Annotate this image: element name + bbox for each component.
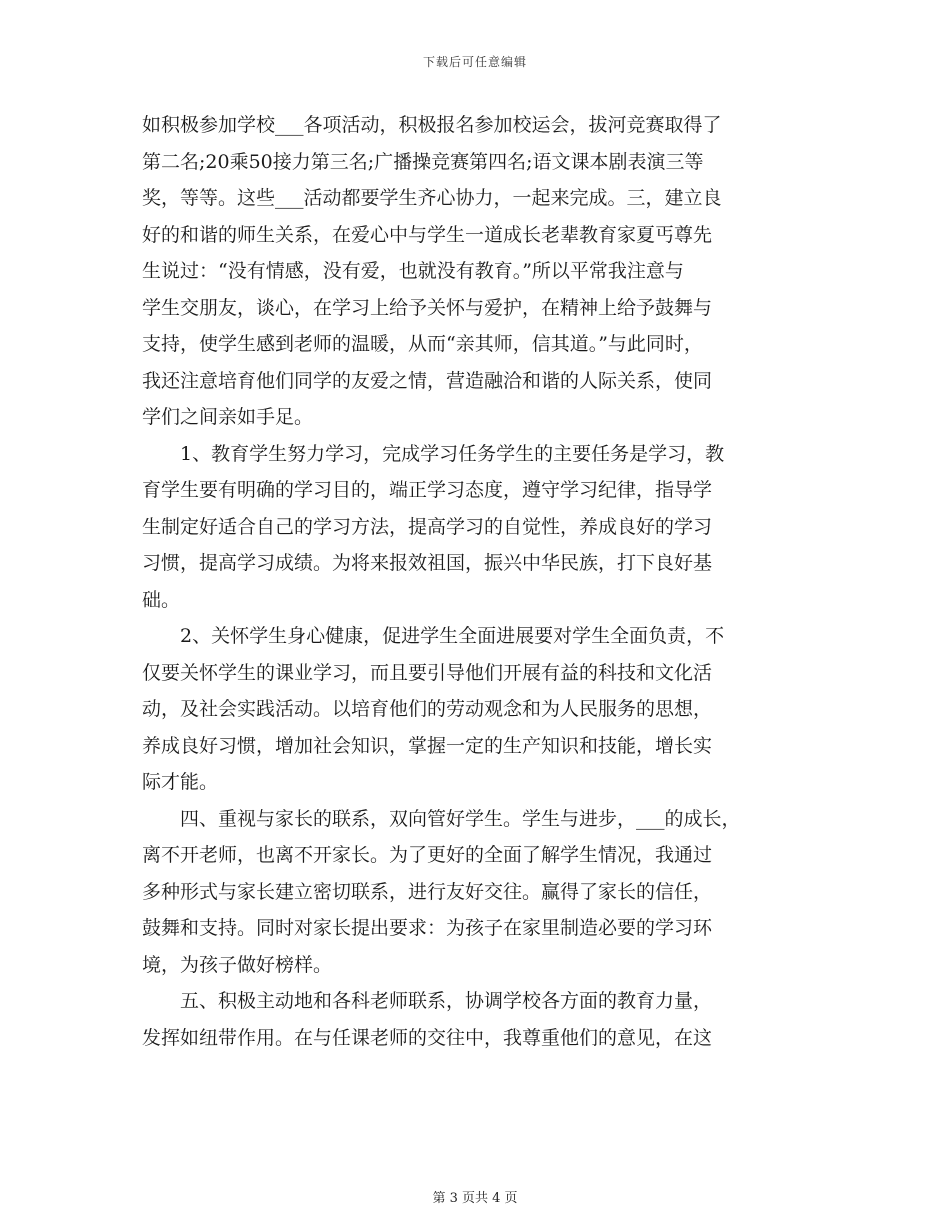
text-line: 好的和谐的师生关系，在爱心中与学生一道成长老辈教育家夏丐尊先 bbox=[142, 223, 713, 246]
text-line: 习惯，提高学习成绩。为将来报效祖国，振兴中华民族，打下良好基 bbox=[142, 552, 713, 574]
paragraph-start-line: 1、教育学生努力学习，完成学习任务学生的主要任务是学习，教 bbox=[180, 442, 725, 465]
page-footer bbox=[0, 1187, 950, 1206]
text-line: 支持，使学生感到老师的温暖，从而“亲其师，信其道。”与此同时， bbox=[142, 333, 703, 355]
text-line: 动，及社会实践活动。以培育他们的劳动观念和为人民服务的思想， bbox=[142, 698, 713, 720]
text-line: 多种形式与家长建立密切联系，进行友好交往。赢得了家长的信任， bbox=[142, 880, 713, 903]
text-line: 养成良好习惯，增加社会知识，掌握一定的生产知识和技能，增长实 bbox=[142, 734, 713, 757]
paragraph-start-line: 五、积极主动地和各科老师联系，协调学校各方面的教育力量， bbox=[180, 990, 713, 1012]
text-line: 如积极参加学校___各项活动，积极报名参加校运会，拔河竞赛取得了 bbox=[142, 114, 722, 136]
document-body bbox=[142, 107, 812, 1056]
text-line: 学生交朋友，谈心，在学习上给予关怀与爱护，在精神上给予鼓舞与 bbox=[142, 296, 713, 319]
text-line: 生说过：“没有情感，没有爱，也就没有教育。”所以平常我注意与 bbox=[142, 260, 684, 282]
text-line: 学们之间亲如手足。 bbox=[142, 406, 314, 428]
text-line: 仅要关怀学生的课业学习，而且要引导他们开展有益的科技和文化活 bbox=[142, 661, 713, 684]
text-line: 础。 bbox=[142, 588, 181, 611]
text-line: 第二名;20乘50接力第三名;广播操竞赛第四名;语文课本剧表演三等 bbox=[142, 150, 704, 173]
page-number: 第 3 页共 4 页 bbox=[432, 1191, 518, 1206]
text-line: 生制定好适合自己的学习方法，提高学习的自觉性，养成良好的学习 bbox=[142, 515, 713, 538]
text-line: 奖，等等。这些___活动都要学生齐心协力，一起来完成。三，建立良 bbox=[142, 187, 722, 209]
text-line: 离不开老师，也离不开家长。为了更好的全面了解学生情况，我通过 bbox=[142, 844, 713, 866]
text-line: 我还注意培育他们同学的友爱之情，营造融洽和谐的人际关系，使同 bbox=[142, 369, 713, 392]
header-text: 下载后可任意编辑 bbox=[422, 55, 527, 69]
text-line: 育学生要有明确的学习目的，端正学习态度，遵守学习纪律，指导学 bbox=[142, 479, 713, 501]
text-line: 境，为孩子做好榜样。 bbox=[142, 953, 333, 976]
paragraph-start-line: 2、关怀学生身心健康，促进学生全面进展要对学生全面负责，不 bbox=[180, 625, 725, 647]
paragraph-start-line: 四、重视与家长的联系，双向管好学生。学生与进步，___的成长， bbox=[180, 807, 741, 830]
text-line: 发挥如纽带作用。在与任课老师的交往中，我尊重他们的意见，在这 bbox=[142, 1026, 713, 1049]
text-line: 鼓舞和支持。同时对家长提出要求：为孩子在家里制造必要的学习环 bbox=[142, 917, 713, 939]
page-header bbox=[0, 53, 950, 70]
text-line: 际才能。 bbox=[142, 771, 219, 793]
